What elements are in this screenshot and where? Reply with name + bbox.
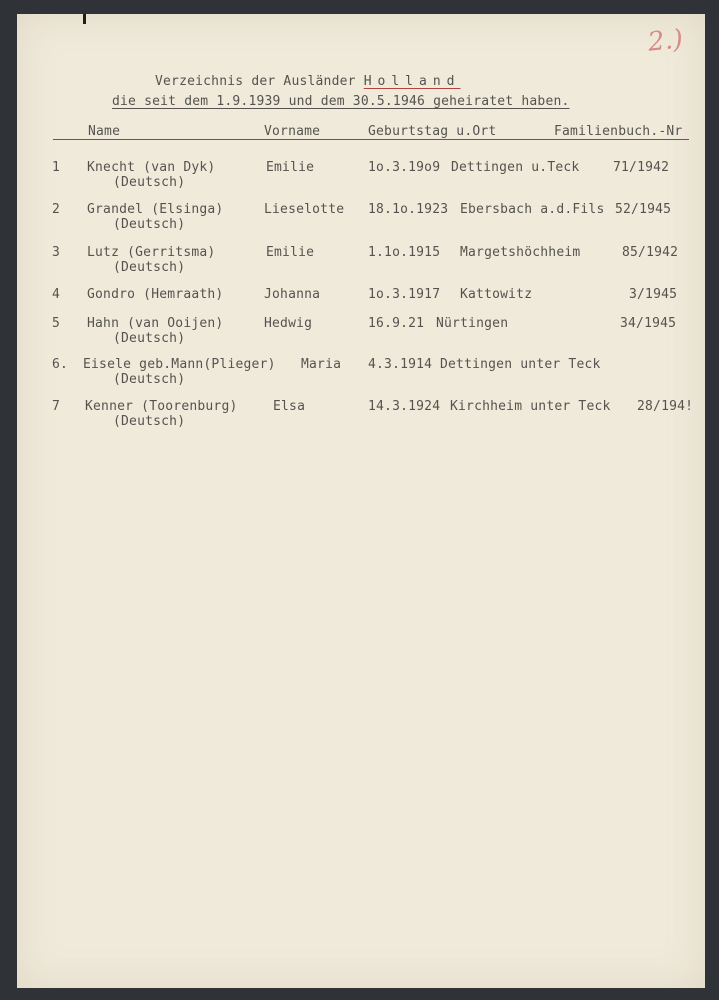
row-vorname: Emilie	[266, 160, 315, 175]
table-row	[17, 245, 705, 285]
row-name: Hahn (van Ooijen)	[87, 316, 224, 331]
row-number: 2	[52, 202, 61, 217]
row-nationality: (Deutsch)	[113, 175, 186, 190]
row-nationality: (Deutsch)	[113, 260, 186, 275]
table-row	[17, 160, 705, 200]
row-date: 4.3.1914	[368, 357, 433, 372]
row-name: Grandel (Elsinga)	[87, 202, 224, 217]
title-country: Holland	[363, 74, 461, 89]
row-date: 14.3.1924	[368, 399, 441, 414]
row-place: Dettingen unter Teck	[440, 357, 601, 372]
table-row	[17, 357, 705, 397]
row-place: Kattowitz	[460, 287, 533, 302]
document-subtitle: die seit dem 1.9.1939 und dem 30.5.1946 geheiratet haben.	[112, 94, 570, 109]
row-number: 3	[52, 245, 61, 260]
row-vorname: Johanna	[264, 287, 321, 302]
row-name: Lutz (Gerritsma)	[87, 245, 216, 260]
row-name: Kenner (Toorenburg)	[85, 399, 238, 414]
row-vorname: Elsa	[273, 399, 306, 414]
table-row	[17, 316, 705, 356]
row-vorname: Lieselotte	[264, 202, 345, 217]
row-date: 18.1o.1923	[368, 202, 449, 217]
row-date: 1o.3.19o9	[368, 160, 441, 175]
row-name: Gondro (Hemraath)	[87, 287, 224, 302]
row-place: Kirchheim unter Teck	[450, 399, 611, 414]
row-nationality: (Deutsch)	[113, 372, 186, 387]
row-number: 5	[52, 316, 61, 331]
row-place: Dettingen u.Teck	[451, 160, 580, 175]
title-prefix: Verzeichnis der Ausländer	[155, 74, 356, 89]
row-familienbuch: 52/1945	[615, 202, 672, 217]
row-nationality: (Deutsch)	[113, 414, 186, 429]
row-number: 4	[52, 287, 61, 302]
column-header-vorname: Vorname	[264, 124, 321, 139]
row-place: Margetshöchheim	[460, 245, 581, 260]
row-date: 16.9.21	[368, 316, 425, 331]
row-date: 1o.3.1917	[368, 287, 441, 302]
row-number: 1	[52, 160, 61, 175]
document-page	[17, 14, 705, 988]
header-rule	[53, 139, 689, 140]
row-place: Nürtingen	[436, 316, 509, 331]
row-vorname: Emilie	[266, 245, 315, 260]
column-header-geburt: Geburtstag u.Ort	[368, 124, 497, 139]
archive-number: 2.)	[646, 24, 685, 58]
row-familienbuch: 28/194!	[637, 399, 694, 414]
row-familienbuch: 3/1945	[629, 287, 678, 302]
row-name: Eisele geb.Mann(Plieger)	[83, 357, 276, 372]
table-row	[17, 399, 705, 439]
column-header-familienbuch: Familienbuch.-Nr	[554, 124, 683, 139]
row-place: Ebersbach a.d.Fils	[460, 202, 605, 217]
row-nationality: (Deutsch)	[113, 217, 186, 232]
column-header-name: Name	[88, 124, 121, 139]
row-familienbuch: 34/1945	[620, 316, 677, 331]
row-vorname: Hedwig	[264, 316, 313, 331]
row-date: 1.1o.1915	[368, 245, 441, 260]
row-number: 6.	[52, 357, 69, 372]
row-familienbuch: 71/1942	[613, 160, 670, 175]
margin-mark	[83, 14, 86, 24]
row-nationality: (Deutsch)	[113, 331, 186, 346]
row-vorname: Maria	[301, 357, 342, 372]
row-name: Knecht (van Dyk)	[87, 160, 216, 175]
document-title	[155, 74, 461, 89]
row-number: 7	[52, 399, 61, 414]
row-familienbuch: 85/1942	[622, 245, 679, 260]
table-row	[17, 202, 705, 242]
